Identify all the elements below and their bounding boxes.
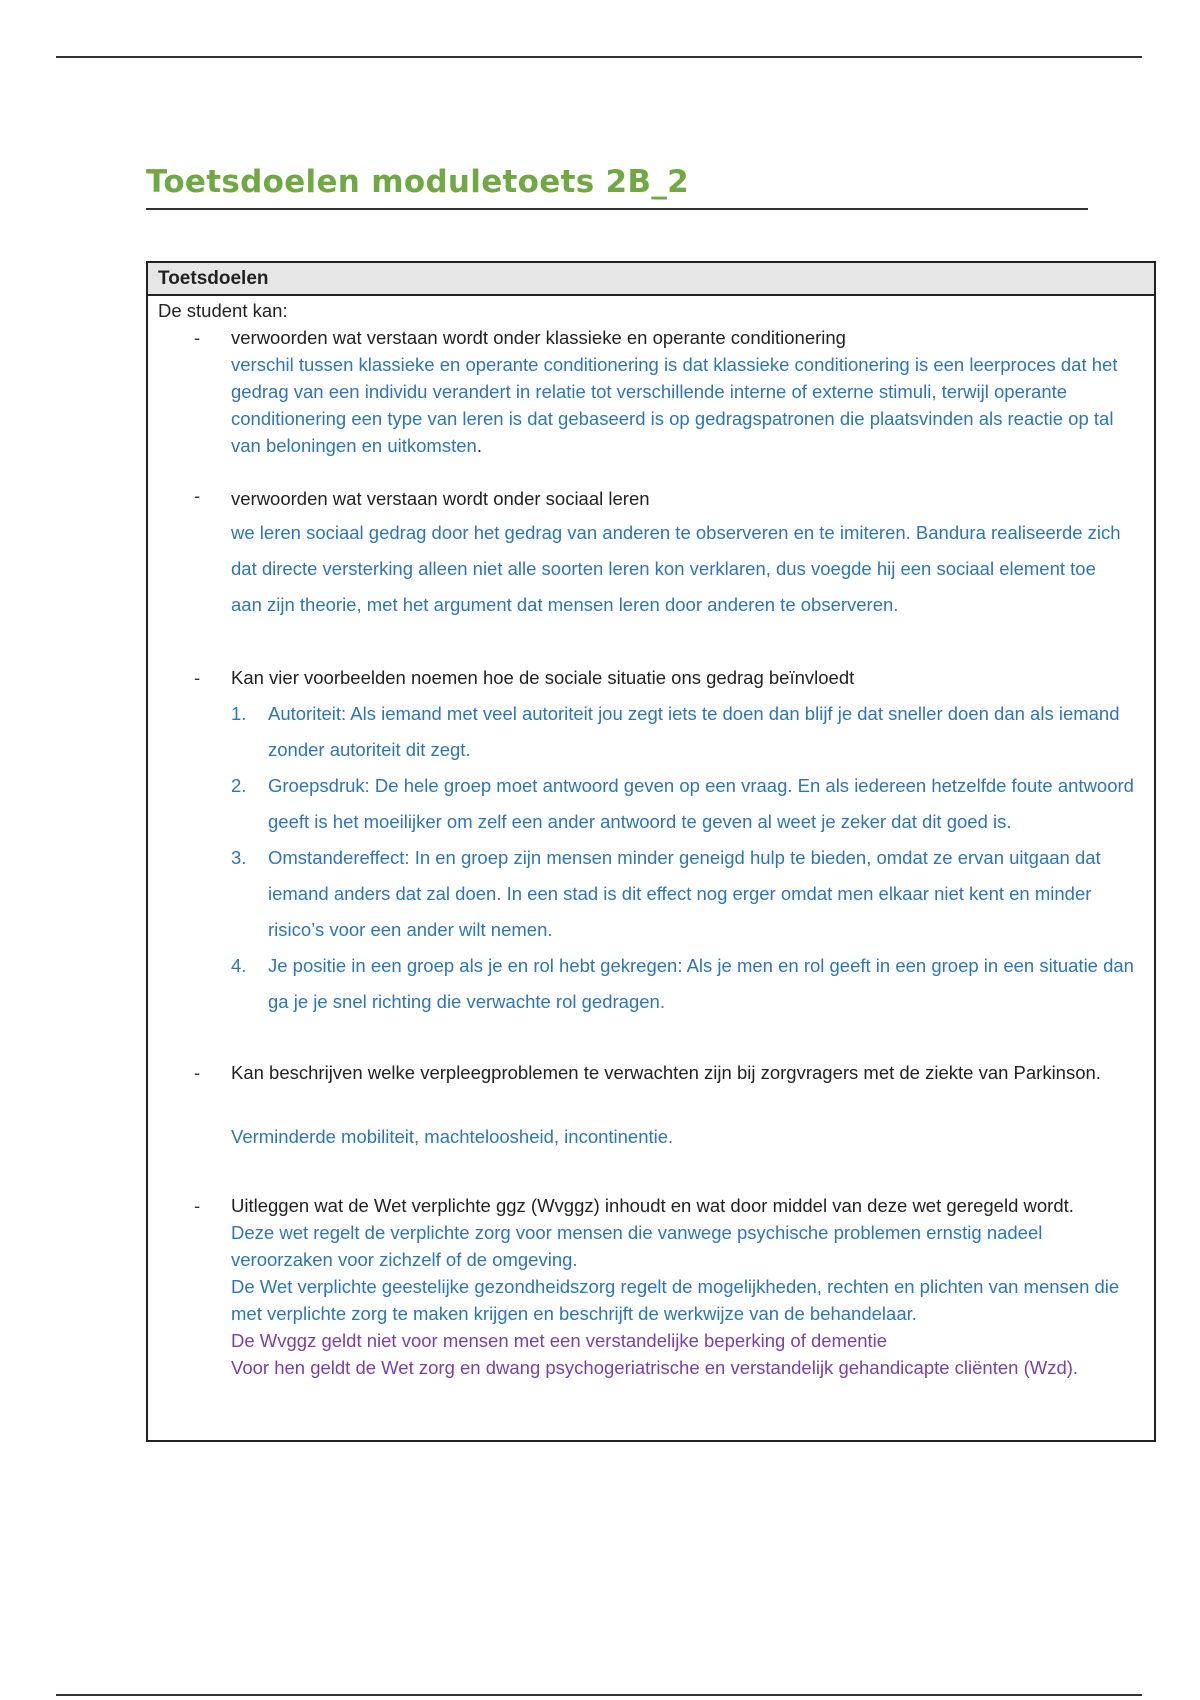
bullet-dash: - [194,327,201,348]
goal-answer: verschil tussen klassieke en operante conditionering is dat klassieke conditionering is een leerproces dat het gedrag van een individu verandert in relatie tot verschillende interne of externe stimuli, terwijl operante conditionering een type van leren is dat gebaseerd is op gedragspatronen die plaatsvinden als reactie op tal van beloningen en uitkomsten. [231,354,1118,456]
list-item: 4. Je positie in een groep als je en rol hebt gekregen: Als je men en rol geeft in een groep in een situatie dan ga je je snel richting die verwachte rol gedragen. [231,955,1134,1012]
bullet-dash: - [194,1062,201,1083]
intro-text: De student kan: [158,300,288,321]
document-title: Toetsdoelen moduletoets 2B_2 [146,164,690,200]
page-footer-rule [56,1694,1142,1696]
list-item: 1. Autoriteit: Als iemand met veel autoriteit jou zegt iets te doen dan blijf je dat sneller doen dan als iemand zonder autoriteit dit zegt. [231,703,1120,760]
goal-answer: we leren sociaal gedrag door het gedrag van anderen te observeren en te imiteren. Bandura realiseerde zich dat directe versterking alleen niet alle soorten leren kon verklaren, dus voegde hij een sociaal element toe aan zijn theorie, met het argument dat mensen leren door anderen te observeren. [231,522,1121,615]
goal-item-parkinson [194,1055,1131,1155]
goal-heading: verwoorden wat verstaan wordt onder klassieke en operante conditionering [231,327,846,348]
goal-item-wvggz [194,1192,1131,1381]
goal-note: Voor hen geldt de Wet zorg en dwang psychogeriatrische en verstandelijk gehandicapte cliënten (Wzd). [231,1357,1079,1378]
goal-heading: Kan vier voorbeelden noemen hoe de sociale situatie ons gedrag beïnvloedt [231,667,855,688]
goal-heading: Uitleggen wat de Wet verplichte ggz (Wvggz) inhoudt en wat door middel van deze wet geregeld wordt. [231,1195,1074,1216]
example-list [231,696,1151,1020]
goal-answer: De Wet verplichte geestelijke gezondheidszorg regelt de mogelijkheden, rechten en plichten van mensen die met verplichte zorg te maken krijgen en beschrijft de werkwijze van de behandelaar. [231,1276,1120,1324]
bullet-dash: - [194,485,201,506]
list-item: 2. Groepsdruk: De hele groep moet antwoord geven op een vraag. En als iedereen hetzelfde foute antwoord geeft is het moeilijker om zelf een ander antwoord te geven al weet je zeker dat dit goed is. [231,775,1134,832]
goal-answer: Verminderde mobiliteit, machteloosheid, incontinentie. [231,1126,674,1147]
goal-note: De Wvggz geldt niet voor mensen met een verstandelijke beperking of dementie [231,1330,888,1351]
goal-item-social-situation [194,660,1131,696]
goal-heading: Kan beschrijven welke verpleegproblemen te verwachten zijn bij zorgvragers met de ziekte van Parkinson. [231,1062,1101,1083]
goal-answer: Deze wet regelt de verplichte zorg voor mensen die vanwege psychische problemen ernstig nadeel veroorzaken voor zichzelf of de omgeving. [231,1222,1043,1270]
table-header: Toetsdoelen [148,263,1154,296]
page-header-rule [56,56,1142,58]
bullet-dash: - [194,1195,201,1216]
bullet-dash: - [194,667,201,688]
goal-item-social-learning [194,485,1131,623]
list-item: 3. Omstandereffect: In en groep zijn mensen minder geneigd hulp te bieden, omdat ze ervan uitgaan dat iemand anders dat zal doen. In een stad is dit effect nog erger omdat men elkaar niet kent en minder risico’s voor een ander wilt nemen. [231,847,1101,940]
goal-heading: verwoorden wat verstaan wordt onder sociaal leren [231,488,650,509]
title-underline [146,208,1088,210]
goals-table [146,261,1156,1442]
goal-item-conditioning [194,324,1131,459]
